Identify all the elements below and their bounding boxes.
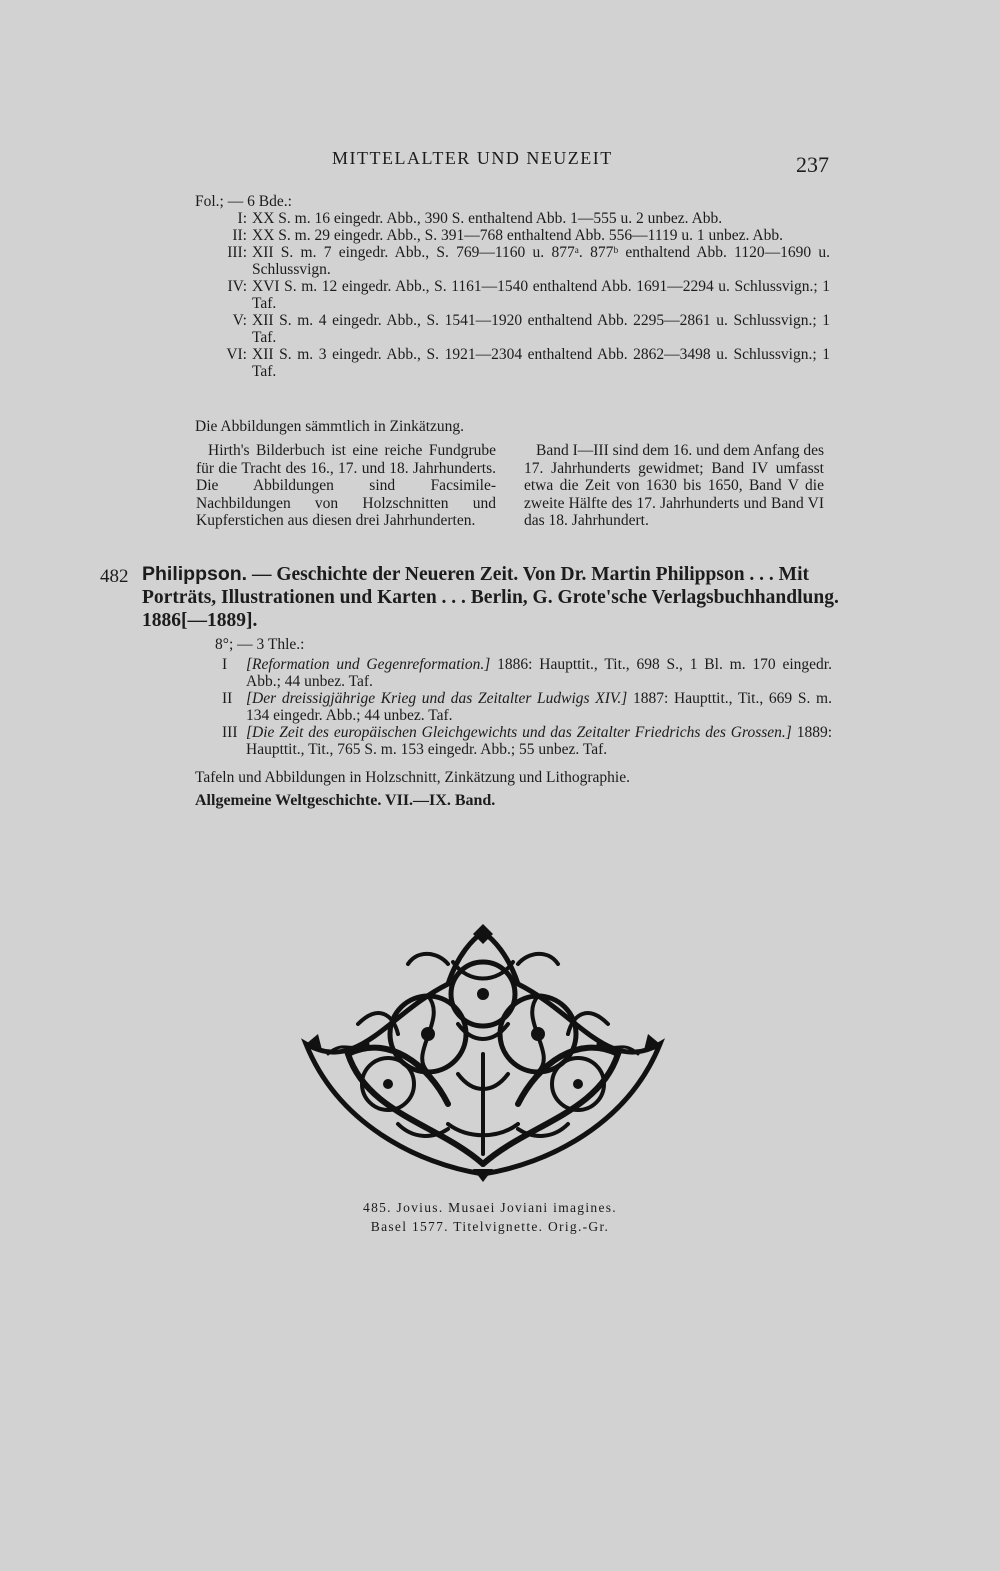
volume-number: I — [222, 656, 228, 673]
commentary-left-column: Hirth's Bilderbuch ist eine reiche Fundgrube für die Tracht des 16., 17. und 18. Jahrhunderts. Die Abbildungen sind Facsimile-Nachbildungen von Holzschnitten und Kupferstichen aus diesen drei Jahrhunderten. — [196, 442, 496, 529]
arabesque-vignette-icon — [298, 924, 668, 1184]
volume-row — [222, 724, 832, 758]
volume-number: III — [222, 724, 238, 741]
caption-line: Basel 1577. Titelvignette. Orig.-Gr. — [370, 1219, 610, 1234]
entry-author: Philippson. — [142, 563, 248, 585]
volume-description: XVI S. m. 12 eingedr. Abb., S. 1161—1540 enthaltend Abb. 1691—2294 u. Schlussvign.; 1 Taf. — [252, 278, 830, 312]
figure-caption — [320, 1198, 660, 1236]
volume-description: XII S. m. 3 eingedr. Abb., S. 1921—2304 enthaltend Abb. 2862—3498 u. Schlussvign.; 1 Taf. — [252, 346, 830, 380]
volume-number: III: — [227, 244, 247, 261]
volume-row — [222, 690, 832, 724]
prev-entry-volumes — [195, 210, 830, 380]
page-number: 237 — [796, 152, 829, 177]
volume-number: V: — [232, 312, 247, 329]
plates-note: Tafeln und Abbildungen in Holzschnitt, Zinkätzung und Lithographie. — [195, 769, 630, 786]
volume-number: VI: — [226, 346, 247, 363]
commentary-right-column: Band I—III sind dem 16. und dem Anfang des 17. Jahrhunderts gewidmet; Band IV umfasst etwa die Zeit von 1630 bis 1650, Band V die zweite Hälfte des 17. Jahrhunderts und Band VI das 18. Jahrhundert. — [524, 442, 824, 529]
volume-number: IV: — [227, 278, 247, 295]
entry-number: 482 — [100, 566, 129, 587]
caption-line: 485. Jovius. Musaei Joviani imagines. — [363, 1200, 617, 1215]
entry-title: — Geschichte der Neueren Zeit. Von Dr. Martin Philippson . . . Mit Porträts, Illustrationen und Karten . . . Berlin, G. Grote'sche Verlagsbuchhandlung. 1886[—1889]. — [142, 564, 839, 631]
running-head: MITTELALTER UND NEUZEIT — [332, 148, 613, 168]
volume-row — [195, 227, 830, 244]
volume-title: [Die Zeit des europäischen Gleichgewichts und das Zeitalter Friedrichs des Grossen.] — [246, 724, 792, 741]
prev-entry-format: Fol.; — 6 Bde.: — [195, 193, 292, 210]
volume-description: XX S. m. 29 eingedr. Abb., S. 391—768 enthaltend Abb. 556—1119 u. 1 unbez. Abb. — [252, 227, 783, 244]
volume-description: 1887: Haupttit., Tit., 669 S. m. 134 eingedr. Abb.; 44 unbez. Taf. — [246, 690, 832, 724]
volume-row — [195, 210, 830, 227]
volume-title: [Der dreissigjährige Krieg und das Zeitalter Ludwigs XIV.] — [246, 690, 628, 707]
volume-row — [195, 278, 830, 312]
volume-description: XII S. m. 7 eingedr. Abb., S. 769—1160 u. 877ᵃ. 877ᵇ enthaltend Abb. 1120—1690 u. Schlussvign. — [252, 244, 830, 278]
volume-row — [195, 346, 830, 380]
volume-number: II: — [232, 227, 247, 244]
entry-heading — [142, 563, 842, 632]
volume-description: 1889: Haupttit., Tit., 765 S. m. 153 eingedr. Abb.; 55 unbez. Taf. — [246, 724, 832, 758]
volume-number: I: — [237, 210, 247, 227]
volume-row — [222, 656, 832, 690]
entry-volumes — [222, 656, 832, 758]
volume-description: 1886: Haupttit., Tit., 698 S., 1 Bl. m. 170 eingedr. Abb.; 44 unbez. Taf. — [246, 656, 832, 690]
volume-row — [195, 244, 830, 278]
entry-format: 8°; — 3 Thle.: — [215, 636, 305, 653]
volume-row — [195, 312, 830, 346]
volume-number: II — [222, 690, 233, 707]
illustrations-note: Die Abbildungen sämmtlich in Zinkätzung. — [195, 418, 465, 435]
volume-description: XII S. m. 4 eingedr. Abb., S. 1541—1920 enthaltend Abb. 2295—2861 u. Schlussvign.; 1 Taf. — [252, 312, 830, 346]
series-note: Allgemeine Weltgeschichte. VII.—IX. Band. — [195, 792, 496, 809]
volume-description: XX S. m. 16 eingedr. Abb., 390 S. enthaltend Abb. 1—555 u. 2 unbez. Abb. — [252, 210, 723, 227]
volume-title: [Reformation und Gegenreformation.] — [246, 656, 491, 673]
